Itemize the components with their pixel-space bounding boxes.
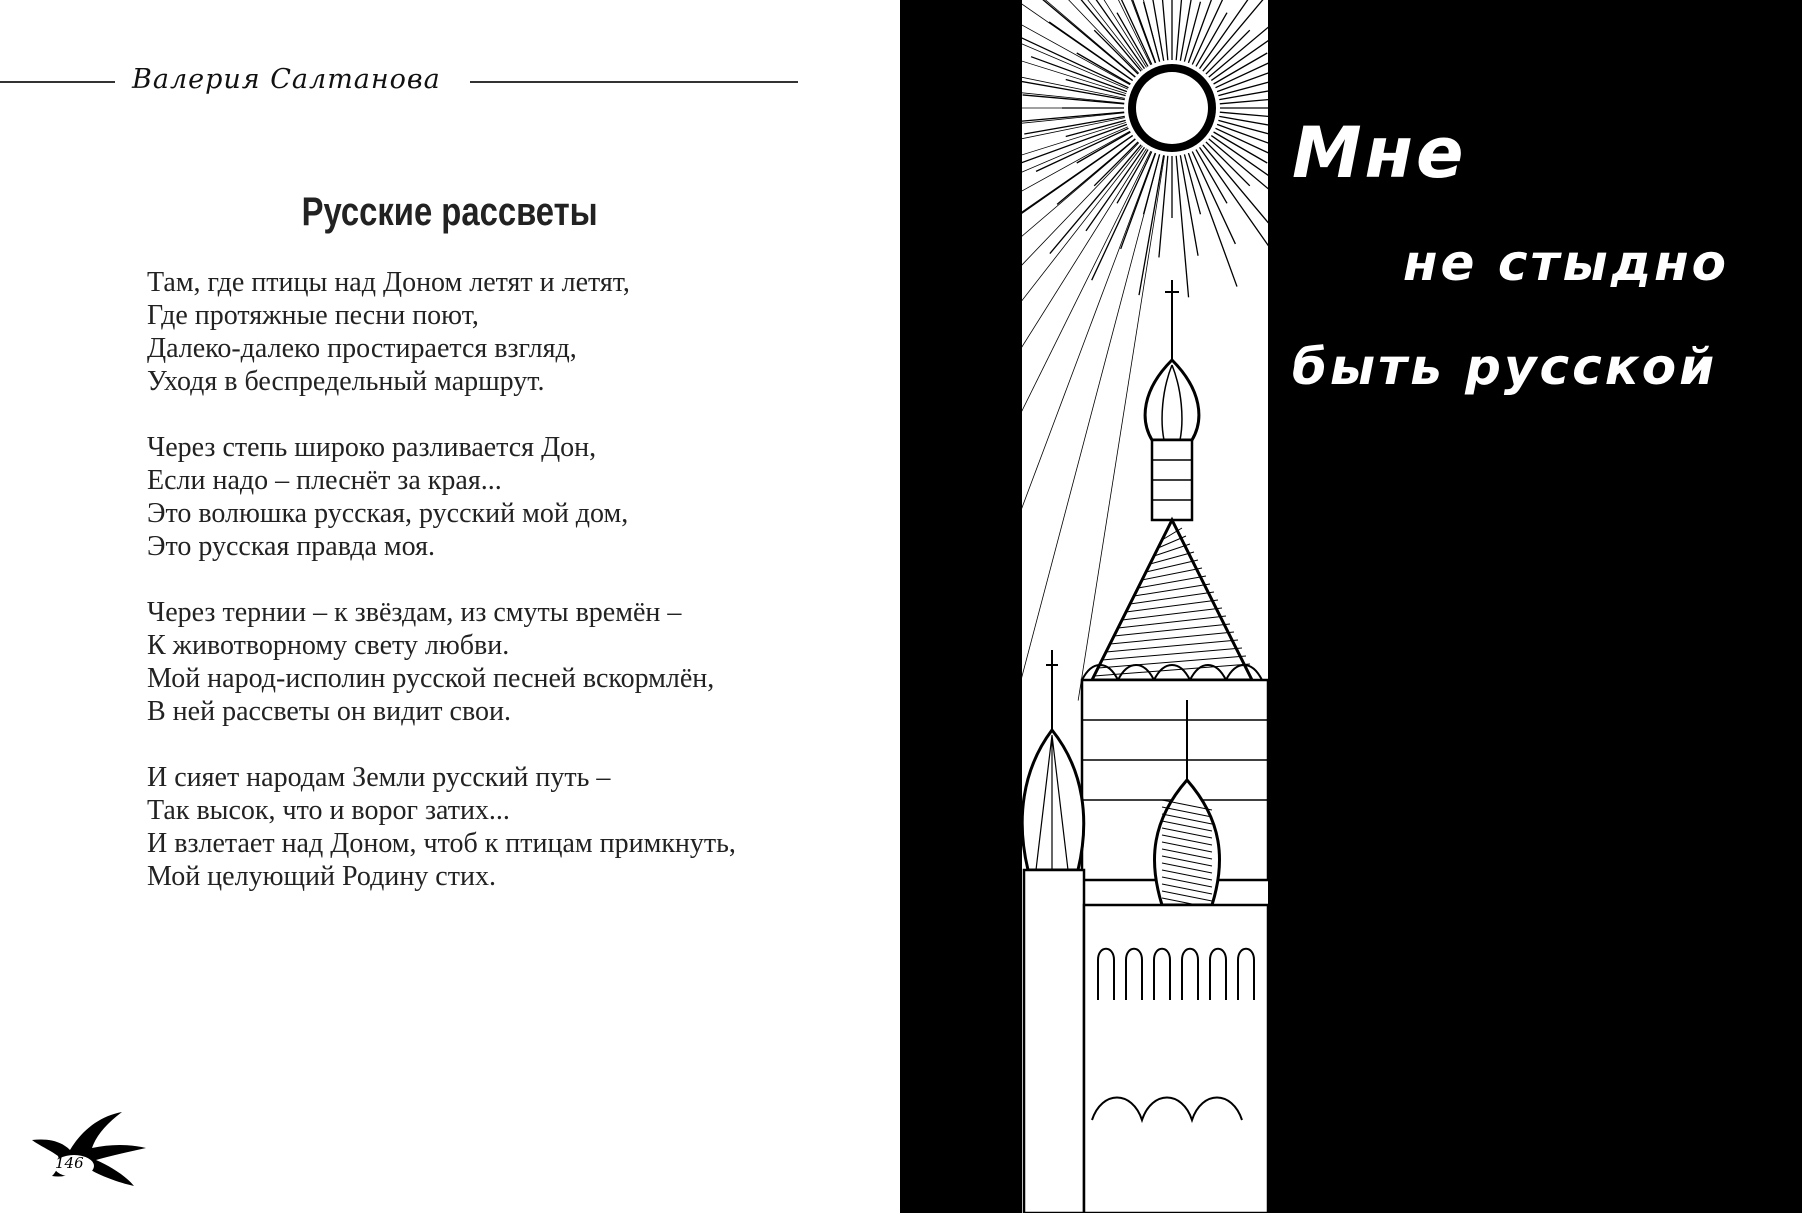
cathedral-sun-drawing-icon xyxy=(1022,0,1268,1213)
poem-line: Через тернии – к звёздам, из смуты времён – xyxy=(147,597,682,628)
poem-line: Так высок, что и ворог затих... xyxy=(147,795,510,826)
page-number: 146 xyxy=(55,1154,84,1172)
poem-line: И сияет народам Земли русский путь – xyxy=(147,762,611,793)
header-rule-right xyxy=(470,81,798,83)
slogan-line-1: Мне xyxy=(1292,112,1467,194)
poem-line: Далеко-далеко простирается взгляд, xyxy=(147,333,577,364)
stanza-4 xyxy=(147,761,736,893)
poem-line: Это волюшка русская, русский мой дом, xyxy=(147,498,629,529)
poem-line: Мой целующий Родину стих. xyxy=(147,861,496,892)
slogan-line-3: быть русской xyxy=(1292,338,1718,396)
poem-line: Мой народ-исполин русской песней вскормлён, xyxy=(147,663,715,694)
author-name: Валерия Салтанова xyxy=(132,64,441,95)
poem-line: Где протяжные песни поют, xyxy=(147,300,479,331)
poem-line: В ней рассветы он видит свои. xyxy=(147,696,511,727)
stanza-3 xyxy=(147,596,736,728)
right-page xyxy=(900,0,1802,1213)
poem-line: Через степь широко разливается Дон, xyxy=(147,432,597,463)
poem-line: Там, где птицы над Доном летят и летят, xyxy=(147,267,630,298)
slogan-line-2: не стыдно xyxy=(1403,234,1729,292)
swallow-icon xyxy=(30,1110,150,1190)
poem-line: Уходя в беспредельный маршрут. xyxy=(147,366,545,397)
page-footer xyxy=(30,1110,150,1190)
left-page xyxy=(0,0,900,1213)
stanza-2 xyxy=(147,431,736,563)
poem-line: К животворному свету любви. xyxy=(147,630,510,661)
poem-body xyxy=(147,266,736,926)
running-header xyxy=(0,62,800,102)
poem-line: И взлетает над Доном, чтоб к птицам примкнуть, xyxy=(147,828,736,859)
stanza-1 xyxy=(147,266,736,398)
poem-line: Если надо – плеснёт за края... xyxy=(147,465,502,496)
poem-line: Это русская правда моя. xyxy=(147,531,435,562)
header-rule-left xyxy=(0,81,115,83)
poem-title: Русские рассветы xyxy=(301,190,598,234)
